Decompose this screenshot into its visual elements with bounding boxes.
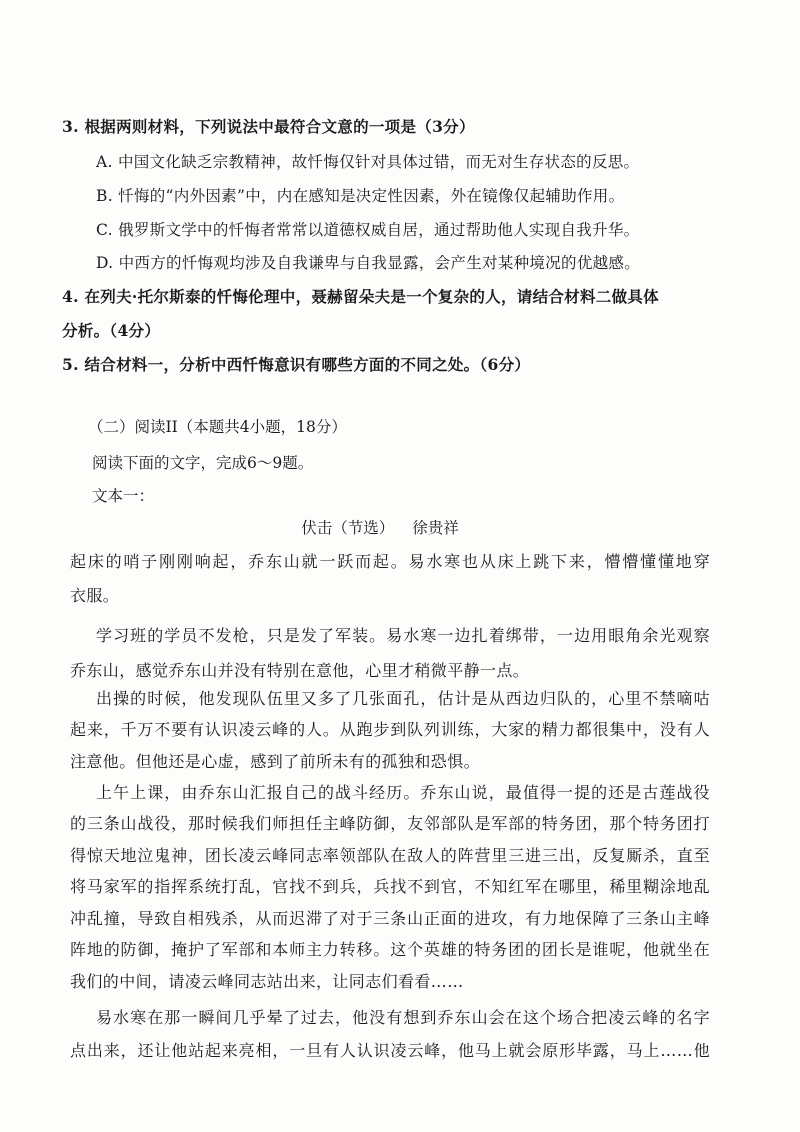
passage-line: 上午上课，由乔东山汇报自己的战斗经历。乔东山说，最值得一提的还是古莲战役 bbox=[96, 783, 710, 802]
passage-line: 衣服。 bbox=[70, 586, 120, 605]
question-4-line-1: 4. 在列夫·托尔斯泰的忏悔伦理中，聂赫留朵夫是一个复杂的人，请结合材料二做具体 bbox=[62, 287, 659, 306]
passage-line: 起床的哨子刚刚响起，乔东山就一跃而起。易水寒也从床上跳下来，懵懵懂懂地穿 bbox=[70, 552, 710, 571]
passage-line: 学习班的学员不发枪，只是发了军装。易水寒一边扎着绑带，一边用眼角余光观察 bbox=[96, 626, 710, 645]
question-3-option-b: B. 忏悔的“内外因素”中，内在感知是决定性因素，外在镜像仅起辅助作用。 bbox=[96, 187, 625, 205]
question-5: 5. 结合材料一，分析中西忏悔意识有哪些方面的不同之处。（6分） bbox=[62, 355, 531, 374]
article-author: 徐贵祥 bbox=[412, 519, 459, 537]
passage-line: 出操的时候，他发现队伍里又多了几张面孔，估计是从西边归队的，心里不禁嘀咕 bbox=[96, 689, 710, 708]
question-3-option-a: A. 中国文化缺乏宗教精神，故忏悔仅针对具体过错，而无对生存状态的反思。 bbox=[96, 153, 640, 171]
passage-line: 注意他。但他还是心虚，感到了前所未有的孤独和恐惧。 bbox=[70, 752, 481, 771]
article-title-line bbox=[0, 516, 760, 538]
passage-line: 阵地的防御，掩护了军部和本师主力转移。这个英雄的特务团的团长是谁呢，他就坐在 bbox=[70, 940, 710, 959]
passage-line: 的三条山战役，那时候我们师担任主峰防御，友邻部队是军部的特务团，那个特务团打 bbox=[70, 814, 710, 833]
article-title: 伏击（节选） bbox=[301, 519, 395, 537]
question-3-option-d: D. 中西方的忏悔观均涉及自我谦卑与自我显露，会产生对某种境况的优越感。 bbox=[96, 254, 641, 272]
passage-line: 起来，千万不要有认识凌云峰的人。从跑步到队列训练，大家的精力都很集中，没有人 bbox=[70, 720, 710, 739]
question-3-option-c: C. 俄罗斯文学中的忏悔者常常以道德权威自居，通过帮助他人实现自我升华。 bbox=[96, 221, 640, 239]
text-label: 文本一： bbox=[92, 487, 155, 505]
passage-line: 冲乱撞，导致自相残杀，从而迟滞了对于三条山正面的进攻，有力地保障了三条山主峰 bbox=[70, 909, 710, 928]
passage-line: 将马家军的指挥系统打乱，官找不到兵，兵找不到官，不知红军在哪里，稀里糊涂地乱 bbox=[70, 877, 710, 896]
passage-line: 得惊天地泣鬼神，团长凌云峰同志率领部队在敌人的阵营里三进三出，反复厮杀，直至 bbox=[70, 846, 710, 865]
passage-line: 易水寒在那一瞬间几乎晕了过去，他没有想到乔东山会在这个场合把凌云峰的名字 bbox=[96, 1008, 710, 1027]
passage-line: 点出来，还让他站起来亮相，一旦有人认识凌云峰，他马上就会原形毕露，马上……他 bbox=[70, 1041, 710, 1060]
section-heading: （二）阅读II（本题共4小题，18分） bbox=[88, 418, 347, 436]
question-4-line-2: 分析。（4分） bbox=[62, 321, 161, 340]
passage-line: 乔东山，感觉乔东山并没有特别在意他，心里才稍微平静一点。 bbox=[70, 661, 530, 680]
question-3-stem: 3. 根据两则材料，下列说法中最符合文意的一项是（3分） bbox=[62, 117, 475, 136]
passage-line: 我们的中间，请凌云峰同志站出来，让同志们看看…… bbox=[70, 972, 464, 991]
section-instruction: 阅读下面的文字，完成6～9题。 bbox=[92, 454, 314, 472]
